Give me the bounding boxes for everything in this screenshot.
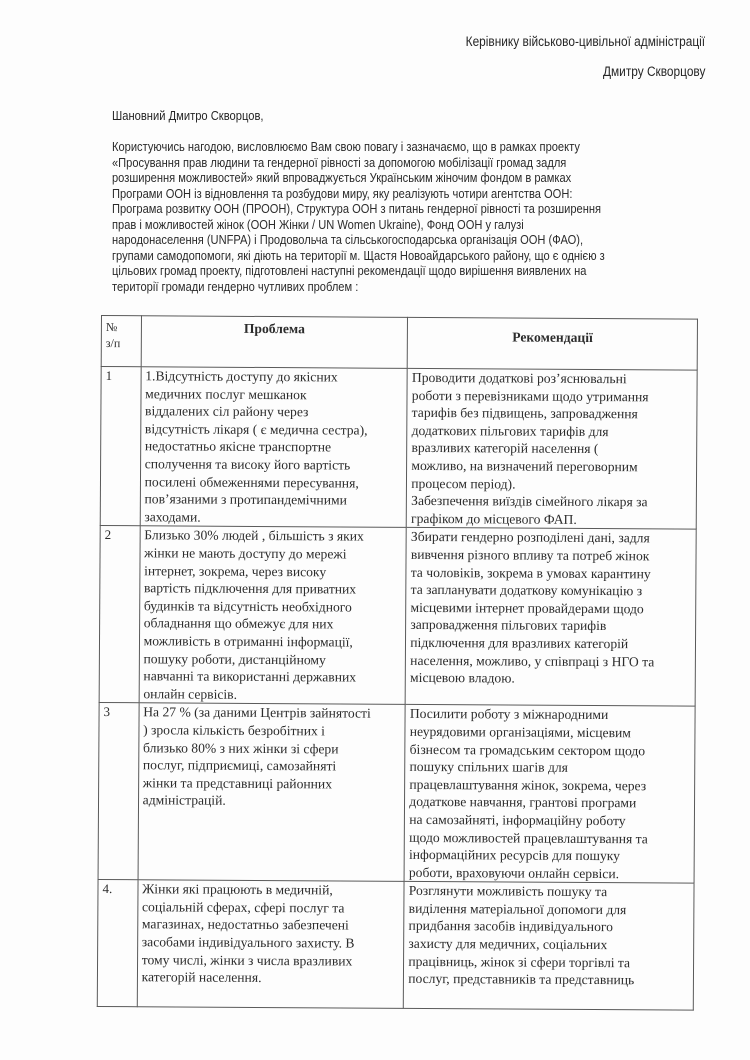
problem-line: заходами. (144, 509, 201, 525)
problem-line: послуг, підприємиці, самозайняті (142, 757, 337, 774)
recommendation-line: захисту для медичних, соціальних (408, 935, 608, 953)
intro-line: розширення можливостей» який впроваджується Українським жіночим фондом в рамках (112, 170, 572, 185)
intro-line: Програма розвитку ООН (ПРООН), Структура ООН з питань гендерної рівності та розширення (112, 201, 602, 216)
table-header-row (101, 316, 697, 371)
problem-line: ) зросла кількість безробітних і (143, 722, 326, 739)
recommendation-line: Збирати гендерно розподілені дані, задля (410, 529, 650, 546)
recommendation-line: додаткових пільгових тарифів для (411, 422, 609, 439)
problem-line: жінки не мають доступу до мережі (144, 545, 347, 562)
recommendation-line: населення, можливо, у співпраці з НГО та (410, 652, 655, 669)
intro-line: прав і можливостей жінок (ООН Жінки / UN Women Ukraine), Фонд ООН у галузі (112, 216, 524, 232)
problem-line: медичних послуг мешканок (145, 385, 307, 402)
recommendation-line: роботи, враховуючи онлайн сервіси. (408, 864, 620, 881)
recommendation-line: запровадження пільгових тарифів (410, 617, 607, 634)
recommendation-cell (407, 368, 698, 529)
recommendation-line: підключення для вразливих категорій (410, 634, 629, 652)
problem-line: вартість підключення для приватних (143, 580, 357, 597)
recommendation-line: придбання засобів індивідуального (408, 918, 613, 935)
addressee-name: Дмитру Скворцову (602, 64, 705, 79)
header-recommendations: Рекомендації (407, 317, 697, 370)
problem-line: близько 80% з них жінки зі сфери (142, 739, 339, 756)
row-number: 3 (98, 703, 139, 880)
problems-recommendations-table (97, 315, 698, 1011)
recommendation-line: та запланувати додаткову комунікацію з (410, 582, 643, 599)
recommendation-line: Посилити роботу з міжнародними (409, 706, 609, 723)
problem-line: недостатньо якісне транспортне (144, 438, 332, 455)
problem-cell (138, 703, 406, 882)
problem-cell (140, 367, 408, 528)
recommendation-line: процесом період). (411, 475, 516, 492)
row-number: 2 (99, 526, 140, 703)
recommendation-line: додаткове навчання, грантові програми (409, 794, 637, 811)
intro-line: цільових громад проекту, підготовлені наступні рекомендації щодо вирішення виявлених на (112, 263, 587, 278)
header-number-symbol: № (105, 320, 118, 335)
recommendation-line: щодо можливостей працевлаштування та (409, 829, 648, 846)
problem-line: посилені обмеженнями пересування, (144, 473, 359, 491)
recommendation-cell (404, 705, 695, 884)
problem-line: соціальній сферах, сфері послуг та (141, 899, 345, 916)
problem-cell (137, 880, 404, 1009)
problem-line: 1.Відсутність доступу до якісних (145, 368, 338, 385)
recommendation-line: місцевими інтернет провайдерами щодо (410, 599, 644, 617)
recommendation-line: працівниць, жінок зі сфери торгівлі та (408, 953, 631, 970)
problem-line: адміністрацій. (142, 792, 226, 809)
recommendation-line: пошуку спільних шагів для (409, 759, 568, 775)
problem-line: тому числі, жінки з числа вразливих (141, 951, 353, 969)
problem-line: засобами індивідуального захисту. В (141, 934, 355, 951)
recommendation-line: послуг, представників та представниць (408, 971, 635, 988)
problem-line: На 27 % (за даними Центрів зайнятості (143, 704, 371, 721)
table-row (100, 367, 697, 530)
intro-line: Програми ООН із відновлення та розбудови миру, яку реалізують чотири агентства ООН: (112, 185, 573, 201)
recommendation-line: Забезпечення виїздів сімейного лікаря за (411, 493, 648, 510)
problem-line: обладнання що обмежує для них (143, 615, 334, 632)
recommendation-line: інформаційних ресурсів для пошуку (408, 846, 621, 864)
recommendation-line: місцевою владою. (410, 669, 515, 686)
problem-line: онлайн сервісів. (143, 685, 238, 702)
recommendation-line: Розглянути можливість пошуку та (408, 883, 608, 900)
intro-line: «Просування прав людини та гендерної рівності за допомогою мобілізації громад задля (112, 154, 567, 170)
recommendation-line: Проводити додаткові роз’яснювальні (411, 369, 627, 387)
problem-line: будинків та відсутність необхідного (143, 597, 352, 615)
recommendation-line: тарифів без підвищень, запровадження (411, 405, 638, 422)
header-number-abbr: з/п (105, 336, 121, 351)
greeting: Шановний Дмитро Скворцов, (112, 108, 264, 123)
recommendation-cell (405, 528, 696, 707)
row-number: 4. (97, 880, 137, 1007)
problem-line: категорій населення. (141, 969, 262, 986)
recommendation-cell (404, 882, 694, 1011)
recommendation-line: можливо, на визначений переговорним (411, 457, 638, 475)
recommendation-line: бізнесом та громадським сектором щодо (409, 741, 646, 758)
problem-line: віддалених сіл району через (145, 403, 309, 420)
recommendation-line: вразливих категорій населення ( (411, 440, 599, 457)
recommendation-line: на самозайняті, інформаційну роботу (409, 811, 626, 829)
header-number (101, 316, 141, 367)
header-problem: Проблема (141, 316, 408, 369)
recommendation-line: роботи з перевізниками щодо утримання (411, 387, 649, 404)
addressee-position: Керівнику військово-цивільної адміністрації (465, 34, 705, 49)
problem-cell (139, 526, 407, 705)
recommendation-line: працевлаштування жінок, зокрема, через (409, 776, 647, 794)
intro-line: групами самодопомоги, які діють на території м. Щастя Новоайдарського району, що є однією з (112, 247, 605, 263)
intro-line: Користуючись нагодою, висловлюємо Вам свою повагу і зазначаємо, що в рамках проекту (112, 139, 580, 154)
recommendation-line: виділення матеріальної допомоги для (408, 900, 627, 918)
intro-paragraph (112, 139, 728, 294)
problem-line: магазинах, недостатньо забезпечені (141, 916, 349, 933)
recommendation-line: неурядовими організаціями, місцевим (409, 723, 631, 741)
table-row (99, 526, 696, 707)
problem-line: інтернет, зокрема, через високу (144, 562, 327, 579)
problem-line: відсутність лікаря ( є медична сестра), (144, 421, 368, 438)
problem-line: пов’язаними з протипандемічними (144, 491, 347, 508)
recommendation-line: графіком до місцевого ФАП. (411, 510, 577, 527)
intro-line: народонаселення (UNFPA) і Продовольча та сільськогосподарська організація ООН (ФАО), (112, 232, 584, 247)
problem-line: пошуку роботи, дистанційному (143, 650, 326, 667)
problem-line: сполучення та високу його вартість (144, 456, 351, 473)
problem-line: жінки та представниці районних (142, 774, 333, 792)
row-number: 1 (100, 367, 141, 527)
problem-line: Жінки які працюють в медичній, (142, 881, 333, 898)
table-row (98, 703, 695, 884)
problem-line: Близько 30% людей , більшість з яких (144, 527, 364, 544)
recommendation-line: вивчення різного впливу та потреб жінок (410, 546, 650, 564)
problem-line: навчанні та використанні державних (143, 668, 357, 685)
table-row (97, 880, 694, 1011)
recommendation-line: та чоловіків, зокрема в умовах карантину (410, 564, 651, 581)
problem-line: можливість в отриманні інформації, (143, 633, 353, 650)
intro-line: території громади гендерно чутливих проблем : (112, 278, 359, 294)
